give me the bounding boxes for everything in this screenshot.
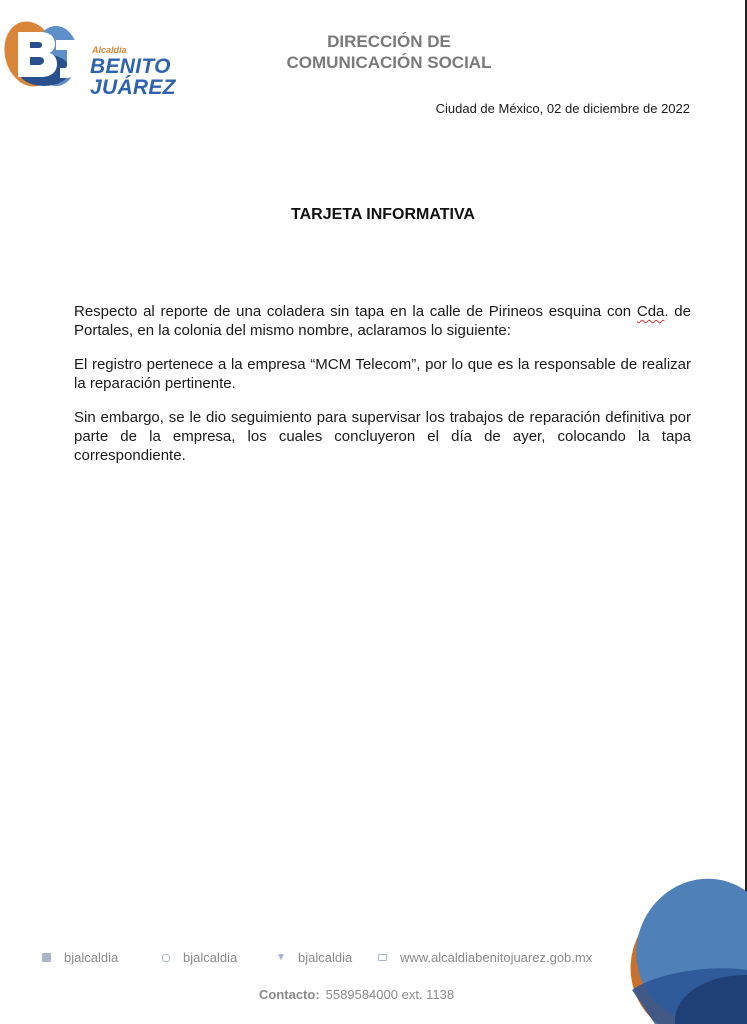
instagram-handle: bjalcaldia (183, 950, 238, 965)
document-body (74, 302, 691, 480)
facebook-handle: bjalcaldia (64, 950, 119, 965)
footer-facebook[interactable] (42, 950, 118, 965)
logo-alcaldia-text: Alcaldía (92, 45, 127, 55)
facebook-icon (42, 953, 51, 962)
paragraph-2: El registro pertenece a la empresa “MCM Telecom”, por lo que es la responsable de realizar la reparación pertinente. (74, 356, 691, 392)
instagram-icon (162, 954, 170, 962)
bj-logo-mark-icon (4, 18, 90, 90)
footer-instagram[interactable] (162, 950, 237, 965)
twitter-handle: bjalcaldia (298, 950, 353, 965)
benito-juarez-logo (4, 18, 176, 99)
website-icon (378, 954, 387, 961)
document-title: TARJETA INFORMATIVA (291, 206, 475, 223)
corner-decoration-icon (560, 870, 747, 1024)
department-header (240, 31, 538, 73)
department-line-1: DIRECCIÓN DE (327, 32, 451, 51)
footer-twitter[interactable] (276, 950, 352, 965)
spellcheck-flagged-word: Cda (636, 303, 665, 320)
logo-benito-text: BENITO (90, 55, 171, 78)
paragraph-3: Sin embargo, se le dio seguimiento para supervisar los trabajos de reparación definitiva por parte de la empresa, los cuales concluyeron el día de ayer, colocando la tapa correspondiente. (74, 409, 691, 464)
footer-contact (259, 987, 454, 1002)
logo-juarez-text: JUÁREZ (90, 76, 176, 99)
contact-phone: 5589584000 ext. 1138 (325, 987, 455, 1002)
document-date: Ciudad de México, 02 de diciembre de 2022 (435, 101, 690, 116)
contact-label: Contacto: (259, 987, 320, 1002)
department-line-2: COMUNICACIÓN SOCIAL (286, 53, 492, 72)
twitter-icon: ▼ (276, 952, 286, 963)
website-url: www.alcaldiabenitojuarez.gob.mx (400, 950, 593, 965)
paragraph-1: Respecto al reporte de una coladera sin tapa en la calle de Pirineos esquina con Cda. de Portales, en la colonia del mismo nombre, aclaramos lo siguiente: (74, 303, 691, 339)
